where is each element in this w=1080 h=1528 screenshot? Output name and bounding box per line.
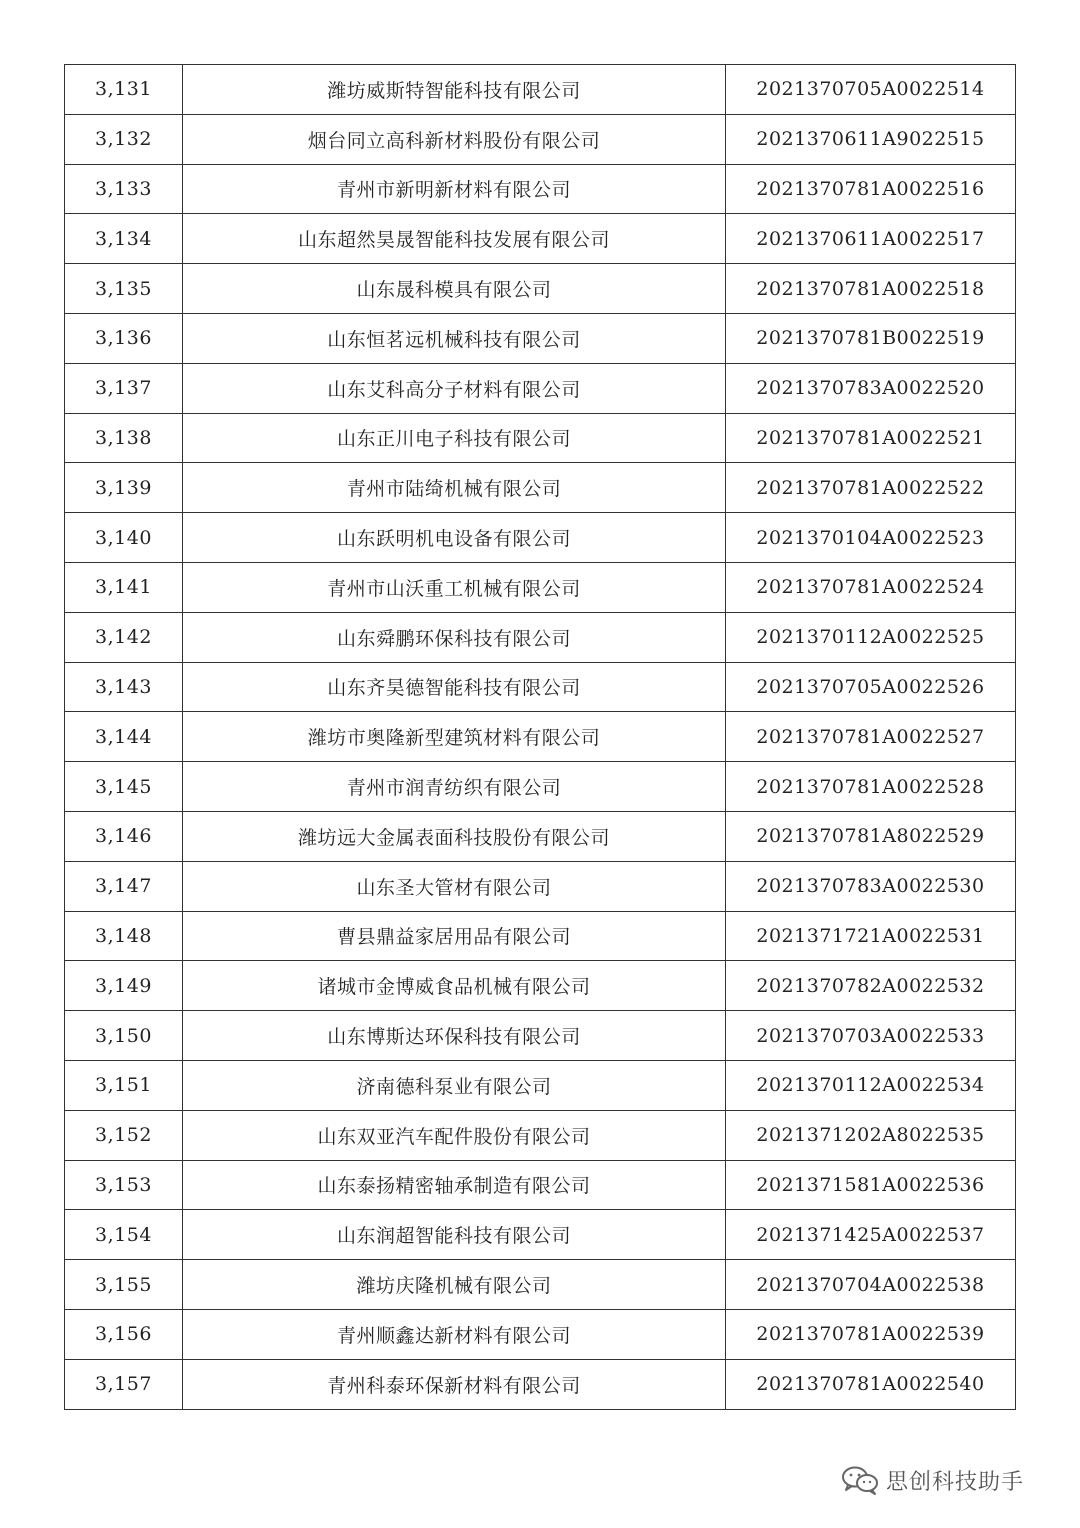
registration-code-cell: 2021370781A8022529: [726, 811, 1016, 861]
registration-code-cell: 2021370781A0022528: [726, 762, 1016, 812]
table-row: [65, 65, 1016, 115]
table-row: [65, 513, 1016, 563]
watermark: [840, 1460, 1024, 1500]
row-number-cell: 3,143: [65, 662, 183, 712]
row-number-cell: 3,136: [65, 313, 183, 363]
company-name-cell: 山东双亚汽车配件股份有限公司: [183, 1110, 726, 1160]
table-row: [65, 1260, 1016, 1310]
company-name-cell: 青州市陆绮机械有限公司: [183, 463, 726, 513]
registration-code-cell: 2021370781A0022522: [726, 463, 1016, 513]
company-name-cell: 潍坊威斯特智能科技有限公司: [183, 65, 726, 115]
company-name-cell: 山东齐昊德智能科技有限公司: [183, 662, 726, 712]
company-name-cell: 山东恒茗远机械科技有限公司: [183, 313, 726, 363]
row-number-cell: 3,154: [65, 1210, 183, 1260]
company-name-cell: 诸城市金博威食品机械有限公司: [183, 961, 726, 1011]
row-number-cell: 3,140: [65, 513, 183, 563]
row-number-cell: 3,147: [65, 861, 183, 911]
registration-code-cell: 2021370705A0022526: [726, 662, 1016, 712]
table-row: [65, 1309, 1016, 1359]
table-row: [65, 1011, 1016, 1061]
registration-code-cell: 2021370781B0022519: [726, 313, 1016, 363]
table-row: [65, 811, 1016, 861]
registry-table-container: [64, 64, 1015, 1410]
registration-code-cell: 2021371425A0022537: [726, 1210, 1016, 1260]
registration-code-cell: 2021370705A0022514: [726, 65, 1016, 115]
company-name-cell: 烟台同立高科新材料股份有限公司: [183, 114, 726, 164]
company-name-cell: 山东博斯达环保科技有限公司: [183, 1011, 726, 1061]
registration-code-cell: 2021370703A0022533: [726, 1011, 1016, 1061]
company-name-cell: 济南德科泵业有限公司: [183, 1060, 726, 1110]
row-number-cell: 3,145: [65, 762, 183, 812]
registration-code-cell: 2021370781A0022539: [726, 1309, 1016, 1359]
registration-code-cell: 2021370781A0022540: [726, 1359, 1016, 1409]
registration-code-cell: 2021370611A9022515: [726, 114, 1016, 164]
row-number-cell: 3,156: [65, 1309, 183, 1359]
company-name-cell: 潍坊市奥隆新型建筑材料有限公司: [183, 712, 726, 762]
table-row: [65, 1210, 1016, 1260]
registration-code-cell: 2021370781A0022516: [726, 164, 1016, 214]
registration-code-cell: 2021370782A0022532: [726, 961, 1016, 1011]
registration-code-cell: 2021370611A0022517: [726, 214, 1016, 264]
company-name-cell: 山东正川电子科技有限公司: [183, 413, 726, 463]
registration-code-cell: 2021370781A0022527: [726, 712, 1016, 762]
registration-code-cell: 2021370781A0022521: [726, 413, 1016, 463]
company-name-cell: 青州科泰环保新材料有限公司: [183, 1359, 726, 1409]
row-number-cell: 3,137: [65, 363, 183, 413]
registration-code-cell: 2021371721A0022531: [726, 911, 1016, 961]
table-row: [65, 1110, 1016, 1160]
company-name-cell: 山东润超智能科技有限公司: [183, 1210, 726, 1260]
registration-code-cell: 2021371202A8022535: [726, 1110, 1016, 1160]
table-row: [65, 911, 1016, 961]
company-name-cell: 山东跃明机电设备有限公司: [183, 513, 726, 563]
company-name-cell: 山东圣大管材有限公司: [183, 861, 726, 911]
table-row: [65, 363, 1016, 413]
row-number-cell: 3,141: [65, 562, 183, 612]
company-name-cell: 青州市润青纺织有限公司: [183, 762, 726, 812]
row-number-cell: 3,138: [65, 413, 183, 463]
row-number-cell: 3,149: [65, 961, 183, 1011]
company-name-cell: 山东泰扬精密轴承制造有限公司: [183, 1160, 726, 1210]
row-number-cell: 3,132: [65, 114, 183, 164]
table-row: [65, 612, 1016, 662]
row-number-cell: 3,144: [65, 712, 183, 762]
table-row: [65, 463, 1016, 513]
watermark-text: 思创科技助手: [886, 1469, 1025, 1495]
row-number-cell: 3,139: [65, 463, 183, 513]
registration-code-cell: 2021370104A0022523: [726, 513, 1016, 563]
row-number-cell: 3,151: [65, 1060, 183, 1110]
table-row: [65, 562, 1016, 612]
table-row: [65, 662, 1016, 712]
company-name-cell: 青州顺鑫达新材料有限公司: [183, 1309, 726, 1359]
row-number-cell: 3,157: [65, 1359, 183, 1409]
registry-table-body: [65, 65, 1016, 1410]
row-number-cell: 3,133: [65, 164, 183, 214]
table-row: [65, 961, 1016, 1011]
table-row: [65, 114, 1016, 164]
row-number-cell: 3,148: [65, 911, 183, 961]
table-row: [65, 313, 1016, 363]
registration-code-cell: 2021370781A0022524: [726, 562, 1016, 612]
company-name-cell: 青州市山沃重工机械有限公司: [183, 562, 726, 612]
table-row: [65, 1359, 1016, 1409]
registration-code-cell: 2021370112A0022534: [726, 1060, 1016, 1110]
table-row: [65, 712, 1016, 762]
row-number-cell: 3,153: [65, 1160, 183, 1210]
company-name-cell: 曹县鼎益家居用品有限公司: [183, 911, 726, 961]
table-row: [65, 1160, 1016, 1210]
registry-table: [64, 64, 1016, 1410]
row-number-cell: 3,150: [65, 1011, 183, 1061]
registration-code-cell: 2021370783A0022530: [726, 861, 1016, 911]
row-number-cell: 3,155: [65, 1260, 183, 1310]
company-name-cell: 山东超然昊晟智能科技发展有限公司: [183, 214, 726, 264]
company-name-cell: 青州市新明新材料有限公司: [183, 164, 726, 214]
company-name-cell: 山东晟科模具有限公司: [183, 264, 726, 314]
company-name-cell: 潍坊远大金属表面科技股份有限公司: [183, 811, 726, 861]
registration-code-cell: 2021370781A0022518: [726, 264, 1016, 314]
registration-code-cell: 2021370783A0022520: [726, 363, 1016, 413]
registration-code-cell: 2021371581A0022536: [726, 1160, 1016, 1210]
table-row: [65, 164, 1016, 214]
row-number-cell: 3,134: [65, 214, 183, 264]
row-number-cell: 3,131: [65, 65, 183, 115]
row-number-cell: 3,142: [65, 612, 183, 662]
company-name-cell: 山东艾科高分子材料有限公司: [183, 363, 726, 413]
registration-code-cell: 2021370704A0022538: [726, 1260, 1016, 1310]
table-row: [65, 264, 1016, 314]
registration-code-cell: 2021370112A0022525: [726, 612, 1016, 662]
row-number-cell: 3,135: [65, 264, 183, 314]
table-row: [65, 861, 1016, 911]
wechat-icon: [840, 1465, 880, 1495]
company-name-cell: 山东舜鹏环保科技有限公司: [183, 612, 726, 662]
table-row: [65, 413, 1016, 463]
table-row: [65, 1060, 1016, 1110]
company-name-cell: 潍坊庆隆机械有限公司: [183, 1260, 726, 1310]
table-row: [65, 762, 1016, 812]
row-number-cell: 3,152: [65, 1110, 183, 1160]
row-number-cell: 3,146: [65, 811, 183, 861]
table-row: [65, 214, 1016, 264]
